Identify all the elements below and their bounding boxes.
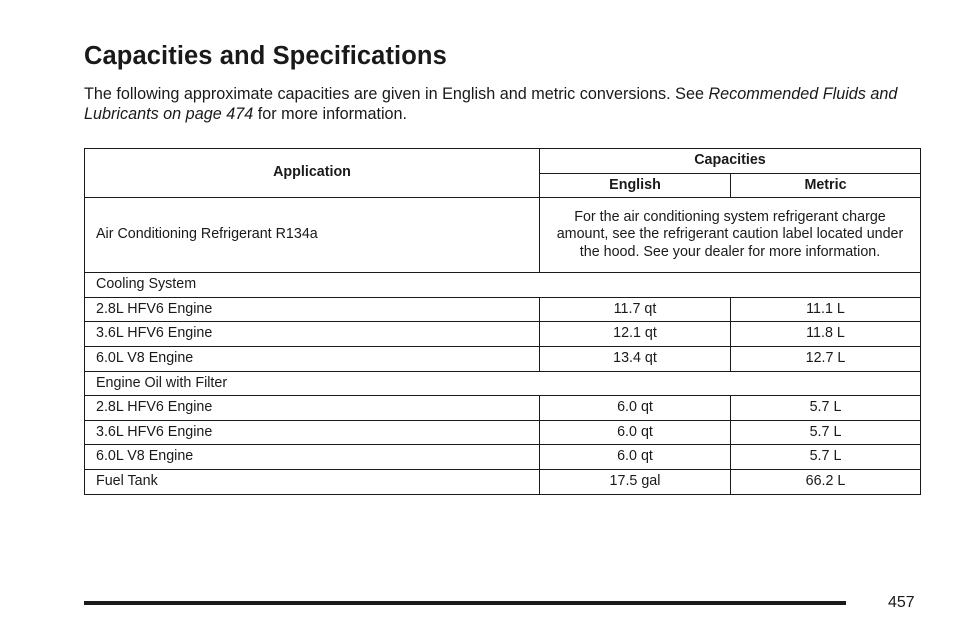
table-row — [85, 420, 921, 445]
row-metric: 12.7 L — [731, 346, 921, 371]
row-metric: 5.7 L — [731, 396, 921, 421]
table-row — [85, 396, 921, 421]
cross-reference-link[interactable]: Recommended Fluids and Lubricants on page 474 — [84, 85, 898, 123]
header-capacities: Capacities — [540, 149, 921, 174]
intro-text-before: The following approximate capacities are given in English and metric conversions. See — [84, 85, 709, 103]
fuel-application: Fuel Tank — [85, 469, 540, 494]
row-metric: 5.7 L — [731, 420, 921, 445]
row-english: 11.7 qt — [540, 297, 731, 322]
section-oil-label: Engine Oil with Filter — [85, 371, 921, 396]
table-row — [85, 445, 921, 470]
row-metric: 11.1 L — [731, 297, 921, 322]
header-application: Application — [85, 149, 540, 198]
row-application: 3.6L HFV6 Engine — [85, 322, 540, 347]
table-row — [85, 322, 921, 347]
ac-application: Air Conditioning Refrigerant R134a — [85, 198, 540, 273]
page-number: 457 — [888, 594, 915, 611]
row-english: 13.4 qt — [540, 346, 731, 371]
row-english: 12.1 qt — [540, 322, 731, 347]
row-application: 2.8L HFV6 Engine — [85, 297, 540, 322]
row-application: 2.8L HFV6 Engine — [85, 396, 540, 421]
table-row — [85, 297, 921, 322]
header-english: English — [540, 173, 731, 198]
row-english: 6.0 qt — [540, 445, 731, 470]
row-application: 6.0L V8 Engine — [85, 346, 540, 371]
row-metric: 11.8 L — [731, 322, 921, 347]
section-cooling-label: Cooling System — [85, 273, 921, 298]
page-title: Capacities and Specifications — [84, 42, 447, 70]
fuel-metric: 66.2 L — [731, 469, 921, 494]
table-row-ac — [85, 198, 921, 273]
row-metric: 5.7 L — [731, 445, 921, 470]
header-row-top — [85, 149, 921, 174]
intro-text-after: for more information. — [253, 105, 408, 123]
table-row-fuel — [85, 469, 921, 494]
table-row — [85, 346, 921, 371]
row-application: 6.0L V8 Engine — [85, 445, 540, 470]
row-english: 6.0 qt — [540, 420, 731, 445]
section-row-oil — [85, 371, 921, 396]
capacities-table — [84, 148, 921, 495]
header-metric: Metric — [731, 173, 921, 198]
section-row-cooling — [85, 273, 921, 298]
footer-rule — [84, 601, 846, 605]
ac-note: For the air conditioning system refrigerant charge amount, see the refrigerant caution label located under the hood. See your dealer for more information. — [540, 198, 921, 273]
fuel-english: 17.5 gal — [540, 469, 731, 494]
intro-paragraph — [84, 84, 914, 124]
row-application: 3.6L HFV6 Engine — [85, 420, 540, 445]
row-english: 6.0 qt — [540, 396, 731, 421]
